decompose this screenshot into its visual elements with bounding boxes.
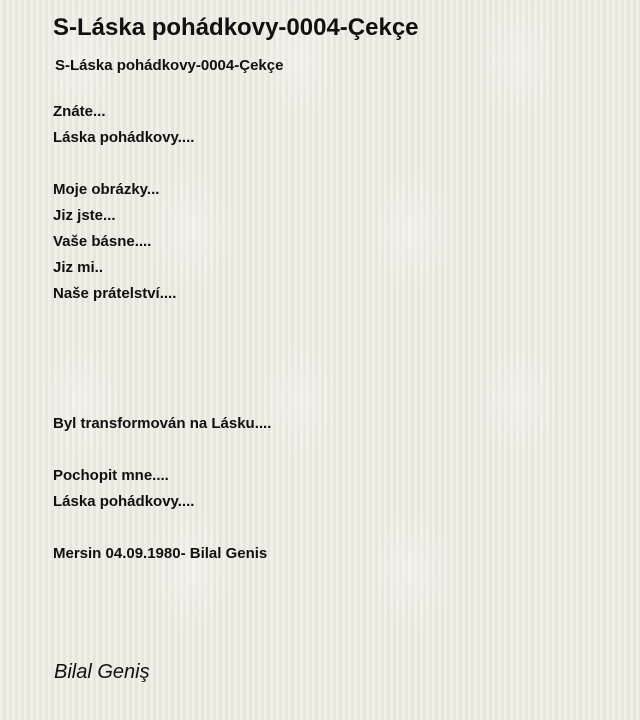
- stanza-spacer: [53, 307, 623, 411]
- poem-body: [53, 99, 623, 567]
- author-name: Bilal Geniş: [54, 661, 150, 683]
- poem-dateline: [53, 541, 623, 567]
- poem-page: [53, 14, 623, 567]
- stanza-spacer: [53, 437, 623, 463]
- poem-line: Pochopit mne....: [53, 467, 169, 484]
- poem-line: Láska pohádkovy....: [53, 129, 195, 146]
- poem-line: Jiz mi..: [53, 259, 104, 276]
- poem-stanza-1: [53, 99, 623, 151]
- poem-stanza-3: [53, 411, 623, 437]
- poem-line: Moje obrázky...: [53, 181, 160, 198]
- poem-stanza-4: [53, 463, 623, 515]
- poem-line: Mersin 04.09.1980- Bilal Genis: [53, 545, 268, 562]
- page-title: S-Láska pohádkovy-0004-Çekçe: [53, 14, 419, 41]
- stanza-spacer: [53, 515, 623, 541]
- poem-line: Byl transformován na Lásku....: [53, 415, 272, 432]
- stanza-spacer: [53, 151, 623, 177]
- poem-line: Vaše básne....: [53, 233, 152, 250]
- poem-stanza-2: [53, 177, 623, 307]
- poem-line: Láska pohádkovy....: [53, 493, 195, 510]
- poem-subtitle: S-Láska pohádkovy-0004-Çekçe: [55, 57, 284, 74]
- poem-line: Naše prátelství....: [53, 285, 177, 302]
- poem-line: Znáte...: [53, 103, 106, 120]
- poem-line: Jiz jste...: [53, 207, 116, 224]
